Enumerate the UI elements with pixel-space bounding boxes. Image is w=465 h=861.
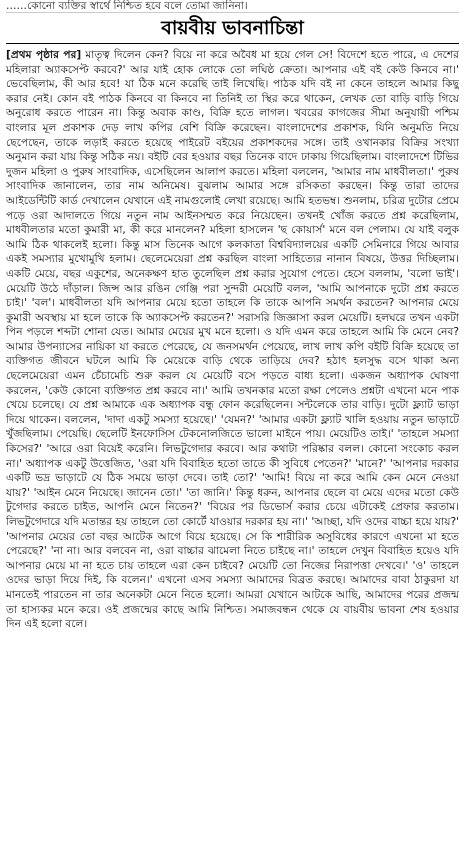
article-title: বায়বীয় ভাবনাচিন্তা bbox=[6, 15, 459, 44]
previous-article-tail: ……কোনো ব্যক্তির স্বার্থে নিশ্চিত হবে বলে তোমা জানিনা। bbox=[6, 0, 459, 13]
continued-from-label: [প্রথম পৃষ্ঠার পর] bbox=[6, 49, 82, 61]
article-text: মাতৃত্ব দিলেন কেন? বিয়ে না করে অবৈধ মা হয়ে গেল সে! বিদেশে হতে পারে, এ দেশের মহিলারা অ্যাকসেপ্ট করবে?' আর যাই হোক লোকে তো লঘিষ্ঠ ক্রেতা। আপনার এই বই কেউ কিনবে না।' ভেবেছিলাম, কী আর হবে! যা ঠিক মনে করেছি তাই লিখেছি। পাঠক যদি বই না কেনে তাহলে আমার কিছু করার নেই। কোন বই পাঠক কিনবে বা কিনবে না তিনিই তা স্থির করে থাকেন, লেখক তো বাড়ি বাড়ি গিয়ে অনুরোধ করতে পারেন না। কিন্তু অবাক কাণ্ড, বিক্রি হতে লাগল। খবরের কাগজের সীমা অনুযায়ী পশ্চিম বাংলার মূল প্রকাশক দেড় লাখ কপির বেশি বিক্রি করেছেন। বাংলাদেশের প্রকাশক, যিনি অনুমতি নিয়ে ছেপেছেন, তাকে লড়াই করতে হয়েছে পাইরেট বইয়ের প্রকাশকদের সঙ্গে। তাই ওখানকার বিক্রির সংখ্যা অনুমান করা যায় কিন্তু সঠিক নয়। বইটি বের হওয়ার বছর তিনেক বাদে ঢাকায় গিয়েছিলাম। বাংলাদেশে টিভির দুজন মহিলা ও পুরুষ সাংবাদিক, এসেছিলেন আলাপ করতে। মহিলা বললেন, 'আমার নাম মাধবীলতা।' পুরুষ সাংবাদিক জানালেন, তার নাম অনিমেষ। বুঝলাম আমার সঙ্গে রসিকতা করছেন। কিন্তু তারা তাদের আইডেন্টিটি কার্ড দেখালেন যেখানে এই নামগুলোই লেখা রয়েছে। আমি হতভম্ব। শুনলাম, চরিত্র দুটোর প্রেমে পড়ে ওরা আদালতে গিয়ে নতুন নাম আইনসম্মত করে নিয়েছেন। তখনই খোঁজ করতে প্রশ্ন করেছিলাম, মাধবীলতার মতো কুমারী মা, কী করে মানলেন? মহিলা হাসলেন 'ছ কোয়ার্স' মনে বল পেলাম। যে যাই বলুক আমি ঠিক থাকলেই হলো। কিন্তু মাস তিনেক আগে কলকাতা বিশ্ববিদ্যালয়ের একটি সেমিনারে গিয়ে আবার একই সমস্যার মুখোমুখি হলাম। ছেলেমেয়েরা প্রশ্ন করছিল বাংলা সাহিত্যের নানান বিষয়ে, উত্তর দিচ্ছিলাম। একটি মেয়ে, বছর একুশের, অনেকক্ষণ হাত তুলেছিল প্রশ্ন করার সুযোগ পেতে। হেসে বললাম, 'বলো ভাই'। মেয়েটি উঠে দাঁড়াল। জিন্স আর রঙিন গেঞ্জি পরা সুন্দরী মেয়েটি বলল, 'আমি আপনাকে দুটো প্রশ্ন করতে চাই।' 'বল'। মাধবীলতা যদি আপনার মেয়ে হতো তাহলে কি তাকে আপনি সমর্থন করতেন? আপনার মেয়ে কুমারী অবস্থায় মা হলে তাকে কি অ্যাকসেপ্ট করতেন?' সরাসরি জিজ্ঞাসা করল মেয়েটি। হলঘরে তখন একটা পিন পড়লে শব্দটা শোনা যেত। আমার মেয়ের মুখ মনে হলো। ও যদি এমন করে তাহলে আমি কি মেনে নেব? আমার উপন্যাসের নায়িকা যা করতে পেরেছে, যে জনসমর্থন পেয়েছে, লাখ লাখ কপি বইটি বিক্রি হয়েছে তা ব্যক্তিগত জীবনে ঘটলে আমি কি মেয়েকে বাড়ি থেকে তাড়িয়ে দেব? হঠাৎ হলসুদ্ধ বসে থাকা অন্য ছেলেমেয়েরা এমন চেঁচামেচি শুরু করল যে মেয়েটি বসে পড়তে বাধ্য হলো। একজন অধ্যাপক ঘোষণা করলেন, 'কেউ কোনো ব্যক্তিগত প্রশ্ন করবে না।' আমি তখনকার মতো রক্ষা পেলেও প্রশ্নটা এখনো মনে পাক খেয়ে চলেছে। যে প্রশ্ন আমাকে এক অধ্যাপক বন্ধু ফোন করেছিলেন। সন্টলেকে তার বাড়ি। দুটো ফ্ল্যাট ভাড়া দিয়ে থাকেন। বললেন, 'দাদা একটু সমস্যা হয়েছে।' 'যেমন?' 'আমার একটা ফ্ল্যাট খালি হওয়ায় নতুন ভাড়াটে খুঁজছিলাম। পেয়েছি। ছেলেটি ইনফোসিস টেকনোলজিতে ভালো মাইনে পায়। মেয়েটিও তাই।' 'তাহলে সমস্যা কিসের?' 'আরে ওরা বিয়েই করেনি। লিভটুগেদার করবে। আর কথাটা পরিষ্কার বলল। কোনো সংকোচ করল না।' অধ্যাপক একটু উত্তেজিত, 'ওরা যদি বিবাহিত হতো তাতে কী সুবিধে পেতেন?' 'মানে?' 'আপনার দরকার একটি ভদ্র ভাড়াটে যে ঠিক সময়ে ভাড়া দেবে। তাই তো?' 'আমি! বিয়ে না করে আমি কেন মেনে নেওয়া যায়?' 'আইন মেনে নিয়েছে। জানেন তো।' 'তা জানি।' কিন্তু ধরুন, আপনার ছেলে বা মেয়ে এদের মতো কেউ টুগেদার করতে চাইত, আপনি মেনে নিতেন?' 'বিয়ের পর ডিভোর্স করার চেয়ে এটাকেই প্রেফার করতাম। লিভটুগেদারে যদি মতান্তর হয় তাহলে তো কোর্টে যাওয়ার দরকার হয় না।' 'আচ্ছা, যদি ওদের বাচ্চা হয়ে যায়?' 'আপনার মেয়ের তো বছর আটেক আগে বিয়ে হয়েছে। সে কি শারীরিক অসুবিধের কারণে এখনো মা হতে পেরেছে?' 'না না। আর বলবেন না, ওরা বাচ্চার ঝামেলা নিতে চাইছে না।' তাহলে দেখুন বিবাহিত হয়েও যদি আপনার মেয়ে মা না হতে চায় তাহলে এরা কেন চাইবে? মেয়েটি তো নিজের নিরাপত্তা দেখবে।' 'ও' তাহলে ওদের ভাড়া দিয়ে দিই, কি বলেন।' এখনো এসব সমস্যা আমাদের বিব্রত করছে। আমাদের বাবা ঠাকুরদা যা মানতেই পারতেন না তার অনেকটা মেনে নিতে হলো। আমরা যেখানে আটকে আছি, আমাদের পরের প্রজন্ম তা হাস্যকর মনে করে। ওই প্রজন্মের কাছে আমি নিশ্চিত। সমাজবন্ধন থেকে যে বায়বীয় ভাবনা শেষ হওয়ার দিন এই হলো বলে। bbox=[6, 49, 459, 631]
article-body bbox=[6, 48, 459, 860]
article-paragraph bbox=[6, 48, 459, 632]
